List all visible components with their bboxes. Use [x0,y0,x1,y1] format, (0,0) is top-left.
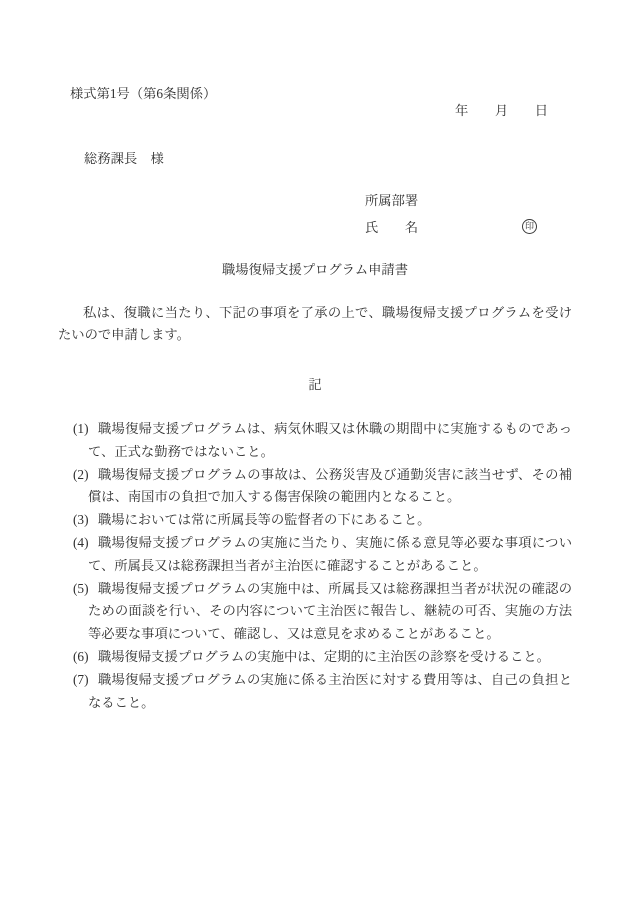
date-line: 年 月 日 [455,103,549,118]
list-item-text: 職場においては常に所属長等の監督者の下にあること。 [98,512,431,528]
list-item-text: 職場復帰支援プログラムの事故は、公務災害及び通勤災害に該当せず、その補償は、南国市の負担で加入する傷害保険の範囲内となること。 [88,466,572,505]
name-line [365,218,565,238]
list-item [58,464,572,510]
department-label: 所属部署 [365,193,419,208]
list-item [58,418,572,464]
document-title: 職場復帰支援プログラム申請書 [221,262,409,277]
addressee-line: 総務課長 様 [84,151,164,166]
terms-list [58,418,572,714]
seal-mark-icon: 印 [522,219,537,234]
name-label: 氏 名 [365,220,419,235]
list-item-number: (1) [73,421,89,436]
list-item-number: (5) [73,580,89,596]
list-item [58,578,572,646]
list-item [58,532,572,578]
list-item [58,669,572,715]
list-item-number: (6) [73,648,89,664]
list-item-number: (3) [73,512,89,528]
list-heading-ki: 記 [308,377,322,392]
list-item-number: (7) [73,671,89,687]
list-item [58,646,572,669]
list-item-text: 職場復帰支援プログラムの実施に係る主治医に対する費用等は、自己の負担となること。 [88,671,572,710]
list-item-text: 職場復帰支援プログラムの実施に当たり、実施に係る意見等必要な事項について、所属長又は総務課担当者が主治医に確認することがあること。 [88,534,572,573]
list-item-number: (2) [73,466,89,482]
opening-paragraph: 私は、復職に当たり、下記の事項を了承の上で、職場復帰支援プログラムを受けたいので申請します。 [58,305,572,343]
list-item-number: (4) [73,534,89,550]
list-item-text: 職場復帰支援プログラムの実施中は、所属長又は総務課担当者が状況の確認のための面談を行い、その内容について主治医に報告し、継続の可否、実施の方法等必要な事項について、確認し、又は意見を求めることがあること。 [88,580,572,642]
form-number: 様式第1号（第6条関係） [70,86,217,101]
list-item [58,509,572,532]
list-item-text: 職場復帰支援プログラムは、病気休暇又は休職の期間中に実施するものであって、正式な勤務ではないこと。 [88,421,572,459]
list-item-text: 職場復帰支援プログラムの実施中は、定期的に主治医の診察を受けること。 [98,648,550,664]
